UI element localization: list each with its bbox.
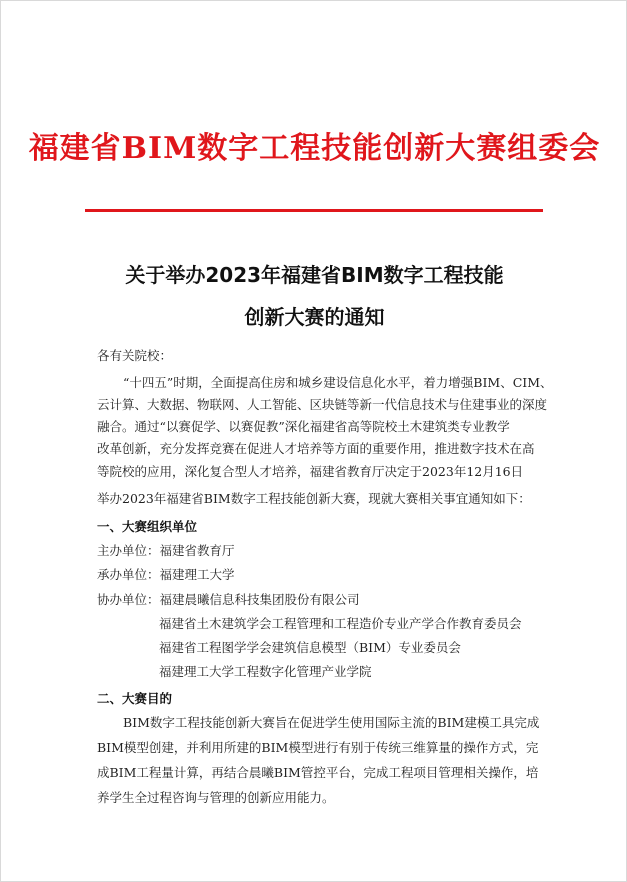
organizer-unit: 承办单位：福建理工大学	[97, 567, 235, 582]
intro-line: “十四五”时期，全面提高住房和城乡建设信息化水平，着力增强BIM、CIM、	[123, 375, 553, 390]
intro-line: 融合。通过“以赛促学、以赛促教”深化福建省高等院校土木建筑类专业教学	[97, 419, 510, 434]
purpose-line: 养学生全过程咨询与管理的创新应用能力。	[97, 790, 335, 805]
purpose-line: BIM数字工程技能创新大赛旨在促进学生使用国际主流的BIM建模工具完成	[123, 715, 540, 730]
notice-title-line-2: 创新大赛的通知	[244, 305, 385, 329]
purpose-line: 成BIM工程量计算，再结合晨曦BIM管控平台，完成工程项目管理相关操作，培	[97, 765, 539, 780]
intro-line: 等院校的应用，深化复合型人才培养，福建省教育厅决定于2023年12月16日	[97, 464, 524, 479]
organization-header-title: 福建省BIM数字工程技能创新大赛组委会	[28, 131, 601, 166]
co-organizer-item: 福建省工程图学学会建筑信息模型（BIM）专业委员会	[159, 640, 461, 655]
co-organizer-item: 福建省土木建筑学会工程管理和工程造价专业产学合作教育委员会	[159, 616, 522, 631]
purpose-line: BIM模型创建，并利用所建的BIM模型进行有别于传统三维算量的操作方式，完	[97, 740, 539, 755]
intro-line: 举办2023年福建省BIM数字工程技能创新大赛，现就大赛相关事宜通知如下：	[97, 491, 531, 506]
salutation: 各有关院校：	[97, 348, 173, 363]
section-2-heading: 二、大赛目的	[97, 691, 173, 706]
co-organizer-unit: 协办单位：福建晨曦信息科技集团股份有限公司	[97, 592, 360, 607]
co-organizer-item: 福建理工大学工程数字化管理产业学院	[159, 664, 372, 679]
section-1-heading: 一、大赛组织单位	[97, 519, 198, 534]
notice-title-line-1: 关于举办2023年福建省BIM数字工程技能	[125, 263, 504, 287]
intro-line: 改革创新，充分发挥竞赛在促进人才培养等方面的重要作用，推进数字技术在高	[97, 441, 535, 456]
intro-line: 云计算、大数据、物联网、人工智能、区块链等新一代信息技术与住建事业的深度	[97, 397, 548, 412]
red-divider-line	[85, 209, 543, 212]
host-unit: 主办单位：福建省教育厅	[97, 543, 235, 558]
